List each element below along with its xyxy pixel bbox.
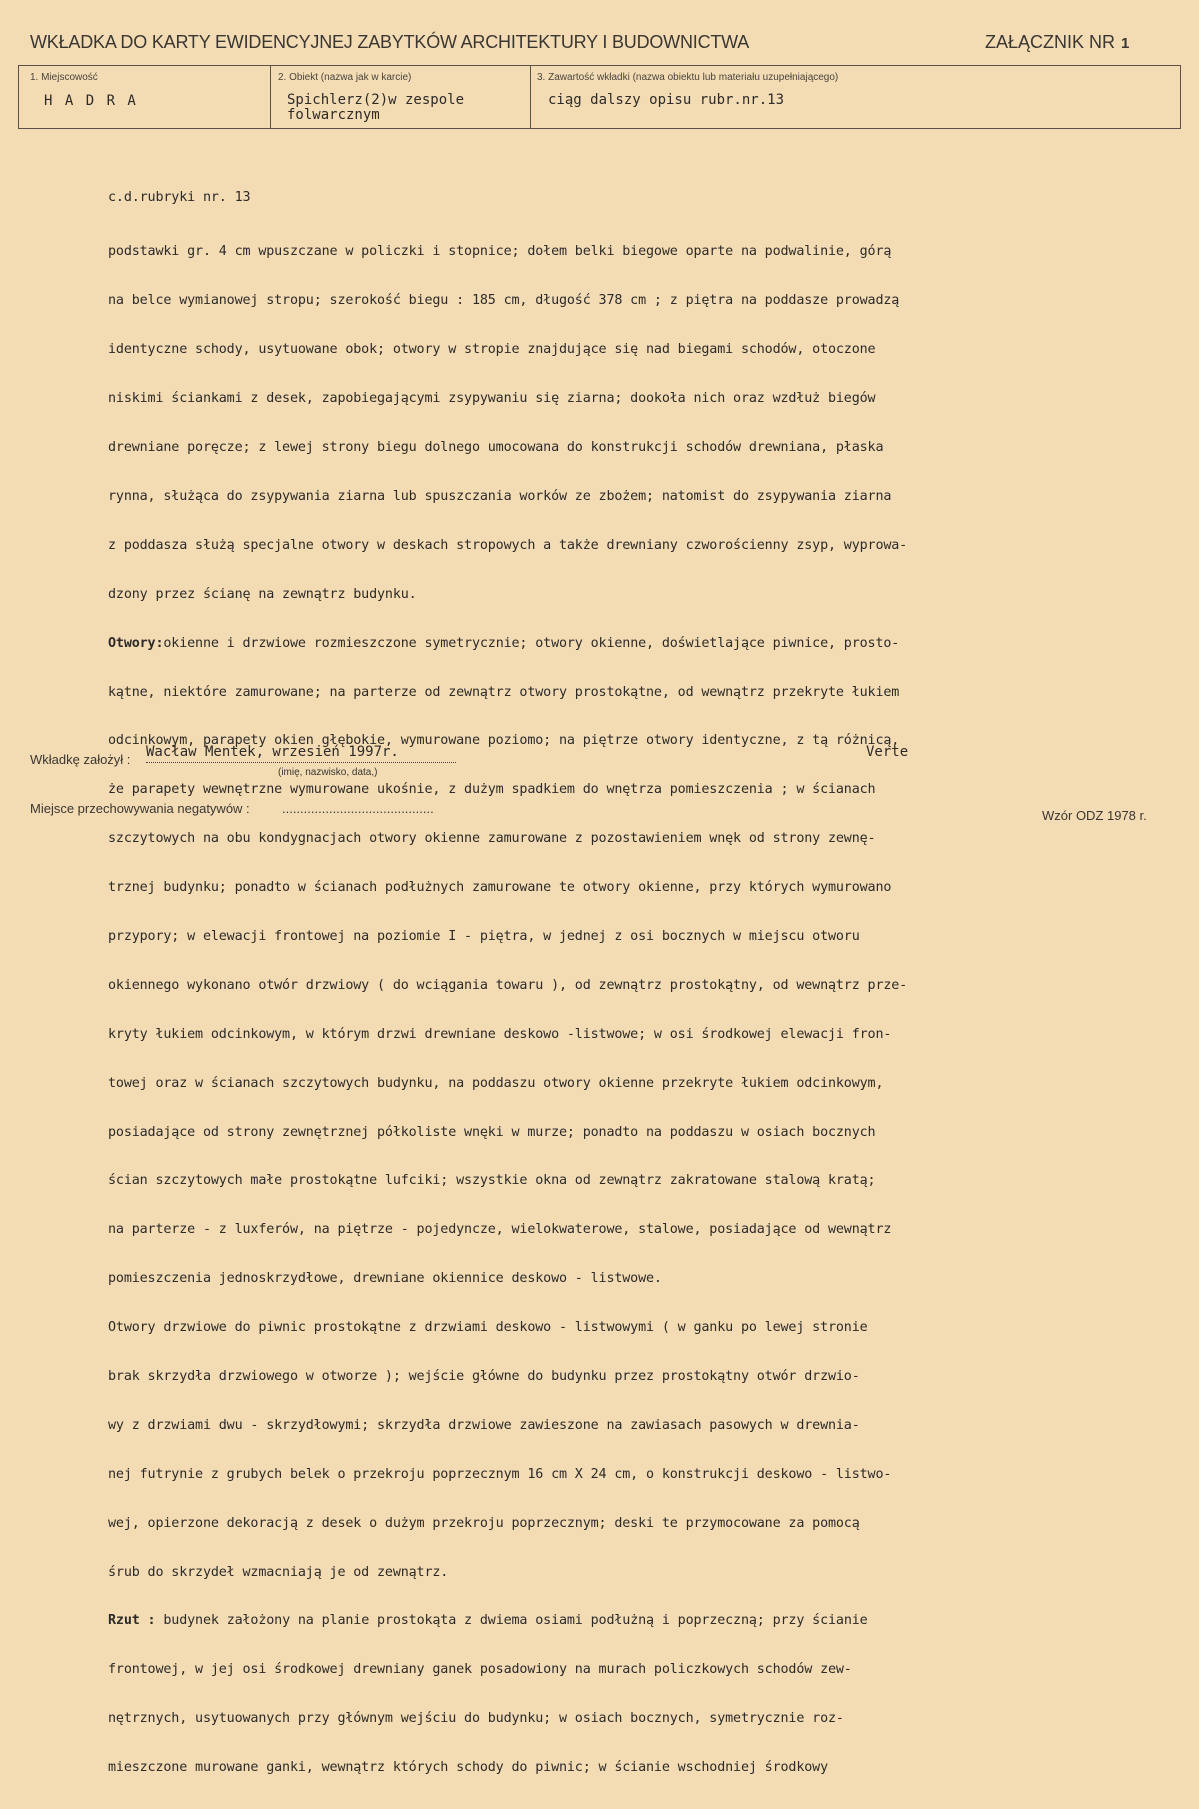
text-line: że parapety wewnętrzne wymurowane ukośnie, z dużym spadkiem do wnętrza pomieszczenia ; w ścianach xyxy=(108,782,876,798)
cell-divider-right xyxy=(1180,65,1181,129)
author-value: Wacław Mentek, wrzesień 1997r. xyxy=(146,744,456,763)
text-line: okiennego wykonano otwór drzwiowy ( do wciągania towaru ), od zewnątrz prostokątny, od wewnątrz prze- xyxy=(108,977,908,993)
text-line: identyczne schody, usytuowane obok; otwory w stropie znajdujące się nad biegami schodów, otoczone xyxy=(108,342,876,358)
header-top-rule xyxy=(18,65,1181,66)
text-line: posiadające od strony zewnętrznej półkoliste wnęki w murze; ponadto na poddaszu w osiach bocznych xyxy=(108,1124,876,1140)
author-caption: (imię, nazwisko, data,) xyxy=(278,767,378,778)
text-line: Rzut : budynek założony na planie prostokąta z dwiema osiami podłużną i poprzeczną; przy ścianie xyxy=(108,1613,868,1629)
text-line: brak skrzydła drzwiowego w otworze ); wejście główne do budynku przez prostokątny otwór drzwio- xyxy=(108,1368,860,1384)
verte-note: Verte xyxy=(866,744,909,760)
cell-divider-2 xyxy=(530,65,531,129)
text-line: szczytowych na obu kondygnacjach otwory okienne zamurowane z pozostawieniem wnęk od strony zewnę- xyxy=(108,831,876,847)
object-value-line-1: Spichlerz(2)w zespole xyxy=(287,92,465,108)
form-title: WKŁADKA DO KARTY EWIDENCYJNEJ ZABYTKÓW ARCHITEKTURY I BUDOWNICTWA xyxy=(30,32,750,52)
content-label: 3. Zawartość wkładki (nazwa obiektu lub materiału uzupełniającego) xyxy=(537,72,839,83)
text-line: rynna, służąca do zsypywania ziarna lub spuszczania worków ze zbożem; natomist do zsypywania ziarna xyxy=(108,488,892,504)
text-line: niskimi ściankami z desek, zapobiegającymi zsypywaniu się ziarna; dookoła nich oraz wzdłuż biegów xyxy=(108,391,876,407)
text-line: przypory; w elewacji frontowej na poziomie I - piętra, w jednej z osi bocznych w miejscu otworu xyxy=(108,928,860,944)
object-label: 2. Obiekt (nazwa jak w karcie) xyxy=(278,72,412,83)
text-line: z poddasza służą specjalne otwory w deskach stropowych a także drewniany czworościenny zsyp, wyprowa- xyxy=(108,537,908,553)
text-line: kryty łukiem odcinkowym, w którym drzwi drewniane deskowo -listwowe; w osi środkowej elewacji fron- xyxy=(108,1026,892,1042)
locality-value: H A D R A xyxy=(44,93,138,109)
object-value-line-2: folwarcznym xyxy=(287,107,380,123)
text-line: frontowej, w jej osi środkowej drewniany ganek posadowiony na murach policzkowych schodów zew- xyxy=(108,1662,852,1678)
text-line: wy z drzwiami dwu - skrzydłowymi; skrzydła drzwiowe zawieszone na zawiasach pasowych w drewnia- xyxy=(108,1417,860,1433)
content-value: ciąg dalszy opisu rubr.nr.13 xyxy=(548,92,785,108)
text-line: Otwory:okienne i drzwiowe rozmieszczone symetrycznie; otwory okienne, doświetlające piwnice, prosto- xyxy=(108,635,900,651)
text-line: trznej budynku; ponadto w ścianach podłużnych zamurowane te otwory okienne, przy których wymurowano xyxy=(108,880,892,896)
section-keyword: Rzut : xyxy=(108,1613,156,1629)
text-line: dzony przez ścianę na zewnątrz budynku. xyxy=(108,586,417,602)
annex-number: 1 xyxy=(1121,35,1130,52)
text-line: drewniane poręcze; z lewej strony biegu dolnego umocowana do konstrukcji schodów drewniana, płaska xyxy=(108,440,884,456)
text-line: odcinkowym, parapety okien głębokie, wymurowane poziomo; na piętrze otwory identyczne, z tą różnicą, xyxy=(108,733,900,749)
annex-label xyxy=(985,32,1129,53)
section-keyword: Otwory: xyxy=(108,635,164,651)
text-line: śrub do skrzydeł wzmacniają je od zewnątrz. xyxy=(108,1564,449,1580)
text-line: na parterze - z luxferów, na piętrze - pojedyncze, wielokwaterowe, stalowe, posiadające od wewnątrz xyxy=(108,1222,892,1238)
text-line: wej, opierzone dekoracją z desek o dużym przekroju poprzecznym; deski te przymocowane za pomocą xyxy=(108,1515,860,1531)
text-line: podstawki gr. 4 cm wpuszczane w policzki i stopnice; dołem belki biegowe oparte na podwalinie, górą xyxy=(108,244,892,260)
annex-label-text: ZAŁĄCZNIK NR xyxy=(985,32,1116,52)
text-line: ścian szczytowych małe prostokątne lufciki; wszystkie okna od zewnątrz zakratowane stalową kratą; xyxy=(108,1173,876,1189)
text-line: kątne, niektóre zamurowane; na parterze od zewnątrz otwory prostokątne, od wewnątrz przekryte łukiem xyxy=(108,684,900,700)
header-bottom-rule xyxy=(18,128,1181,129)
text-line: na belce wymianowej stropu; szerokość biegu : 185 cm, długość 378 cm ; z piętra na poddasze prowadzą xyxy=(108,293,900,309)
text-line: nej futrynie z grubych belek o przekroju poprzecznym 16 cm X 24 cm, o konstrukcji deskowo - listwo- xyxy=(108,1466,892,1482)
text-line: mieszczone murowane ganki, wewnątrz których schody do piwnic; w ścianie wschodniej środkowy xyxy=(108,1760,828,1776)
form-pattern-id: Wzór ODZ 1978 r. xyxy=(1042,808,1147,823)
locality-label: 1. Miejscowość xyxy=(30,72,98,83)
description-text xyxy=(108,157,1138,1809)
cell-divider-left xyxy=(18,65,19,129)
text-line: nętrznych, usytuowanych przy głównym wejściu do budynku; w osiach bocznych, symetrycznie roz- xyxy=(108,1711,844,1727)
cell-divider-1 xyxy=(270,65,271,129)
text-line: pomieszczenia jednoskrzydłowe, drewniane okiennice deskowo - listwowe. xyxy=(108,1271,662,1287)
text-line: towej oraz w ścianach szczytowych budynku, na poddaszu otwory okienne przekryte łukiem odcinkowym, xyxy=(108,1075,884,1091)
negatives-location-label: Miejsce przechowywania negatywów : xyxy=(30,801,250,816)
text-line: c.d.rubryki nr. 13 xyxy=(108,189,251,205)
text-line: Otwory drzwiowe do piwnic prostokątne z drzwiami deskowo - listwowymi ( w ganku po lewej stronie xyxy=(108,1320,868,1336)
author-label: Wkładkę założył : xyxy=(30,752,131,767)
negatives-location-field: .......................................... xyxy=(282,801,434,816)
